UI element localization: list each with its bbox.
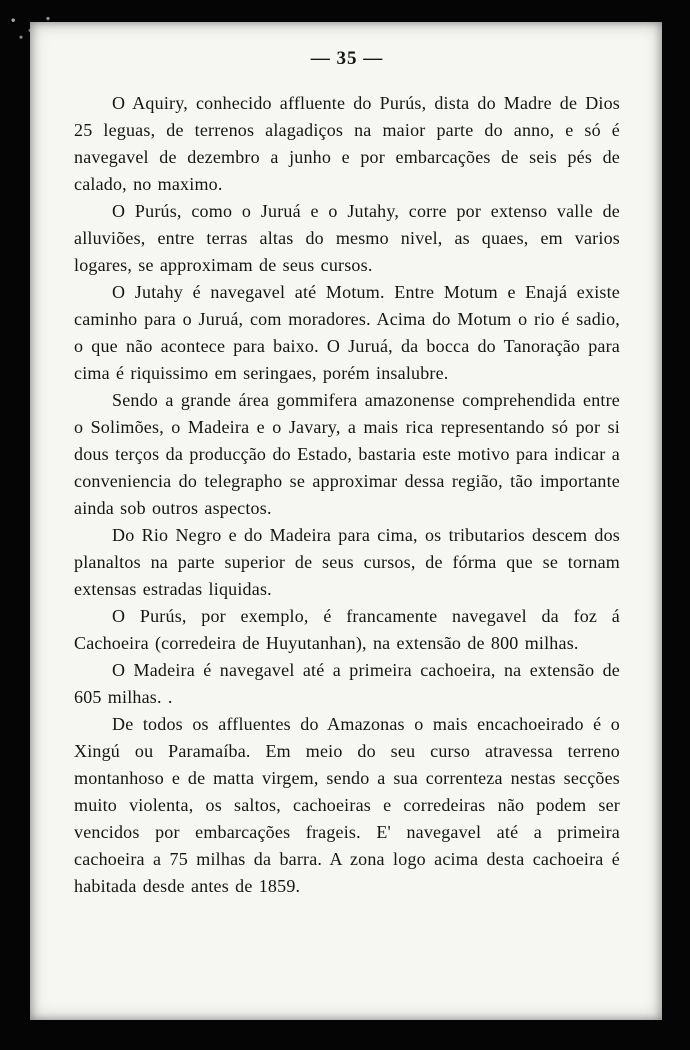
page-number: — 35 — [310, 48, 384, 69]
paragraph: De todos os affluentes do Amazonas o mais encachoeirado é o Xingú ou Paramaíba. Em meio do seu curso atravessa terreno montanhoso e de matta virgem, sendo a sua correnteza nestas secções muito violenta, os saltos, cachoeiras e corredeiras não podem ser vencidos por embarcações frageis. E' navegavel até a primeira cachoeira a 75 milhas da barra. A zona logo acima desta cachoeira é habitada desde antes de 1859. [74, 714, 620, 896]
paragraph: Sendo a grande área gommifera amazonense comprehendida entre o Solimões, o Madeira e o Javary, a mais rica representando só por si dous terços da producção do Estado, bastaria este motivo para indicar a conveniencia do telegrapho se approximar dessa região, tão importante ainda sob outros aspectos. [74, 390, 620, 518]
paragraph: O Aquiry, conhecido affluente do Purús, dista do Madre de Dios 25 leguas, de terrenos alagadiços na maior parte do anno, e só é navegavel de dezembro a junho e por embarcações de seis pés de calado, no maximo. [74, 93, 620, 194]
page-content [74, 48, 620, 900]
paragraph: O Madeira é navegavel até a primeira cachoeira, na extensão de 605 milhas. . [74, 660, 620, 707]
paragraph: O Purús, como o Juruá e o Jutahy, corre por extenso valle de alluviões, entre terras altas do mesmo nivel, as quaes, em varios logares, se approximam de seus cursos. [74, 201, 620, 275]
body-text [74, 90, 620, 900]
paragraph: O Jutahy é navegavel até Motum. Entre Motum e Enajá existe caminho para o Juruá, com moradores. Acima do Motum o rio é sadio, o que não acontece para baixo. O Juruá, da bocca do Tanoração para cima é riquissimo em seringaes, porém insalubre. [74, 282, 620, 383]
book-page [30, 22, 662, 1020]
paragraph: O Purús, por exemplo, é francamente navegavel da foz á Cachoeira (corredeira de Huyutanhan), na extensão de 800 milhas. [74, 606, 620, 653]
paragraph: Do Rio Negro e do Madeira para cima, os tributarios descem dos planaltos na parte superior de seus cursos, de fórma que se tornam extensas estradas liquidas. [74, 525, 620, 599]
